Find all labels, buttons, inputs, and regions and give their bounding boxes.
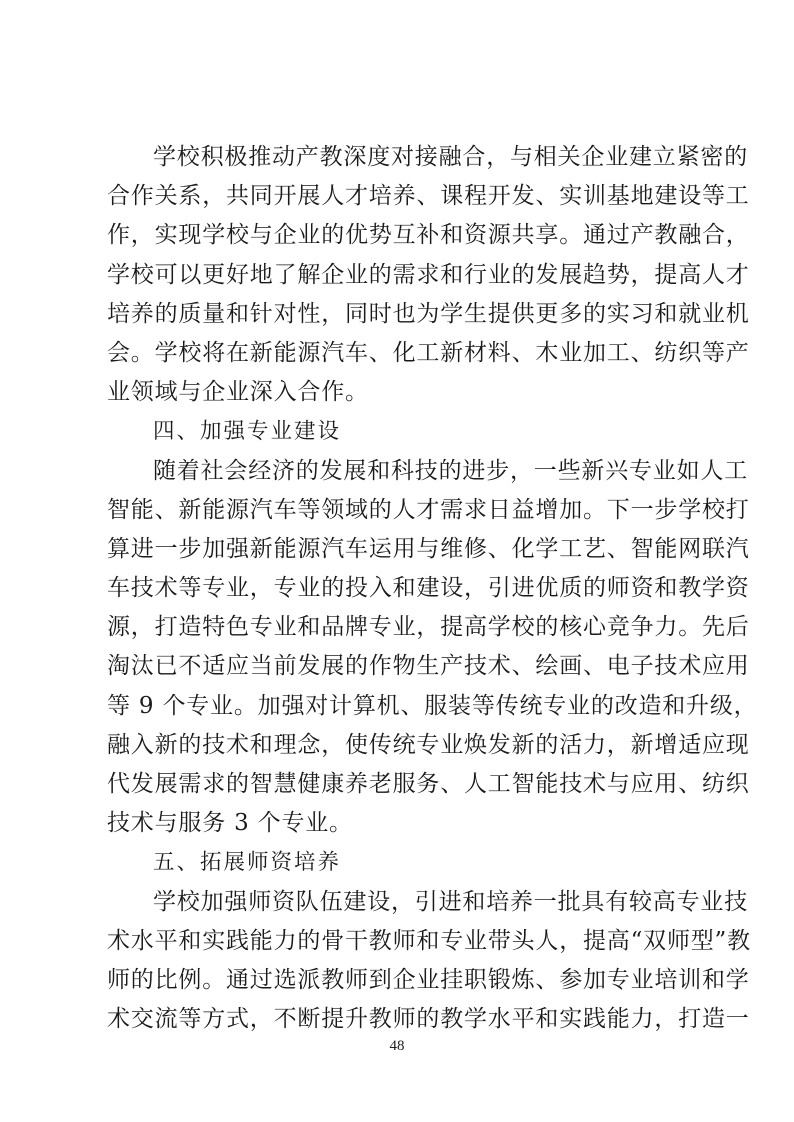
paragraph-line: 智能、新能源汽车等领域的人才需求日益增加。下一步学校打 [107,496,750,523]
paragraph-line: 随着社会经济的发展和科技的进步，一些新兴专业如人工 [153,457,748,484]
paragraph-industry-education-integration [107,138,750,412]
section-heading-5: 五、拓展师资培养 [153,850,342,876]
page-number: 48 [389,1038,405,1054]
paragraph-teacher-training [107,883,751,1040]
paragraph-specialty-construction [107,452,758,844]
paragraph-line: 业领域与企业深入合作。 [107,379,369,406]
paragraph-line: 术交流等方式，不断提升教师的教学水平和实践能力，打造一 [107,1006,750,1033]
paragraph-line: 合作关系，共同开展人才培养、课程开发、实训基地建设等工 [107,183,750,210]
section-heading-4: 四、加强专业建设 [153,419,342,445]
paragraph-line: 源，打造特色专业和品牌专业，提高学校的核心竞争力。先后 [107,614,750,641]
document-body [107,138,758,1039]
paragraph-line: 融入新的技术和理念，使传统专业焕发新的活力，新增适应现 [107,731,750,758]
paragraph-line: 师的比例。通过选派教师到企业挂职锻炼、参加专业培训和学 [107,966,750,993]
paragraph-line: 作，实现学校与企业的优势互补和资源共享。通过产教融合， [107,222,750,249]
paragraph-line: 学校加强师资队伍建设，引进和培养一批具有较高专业技 [153,888,748,915]
paragraph-line: 淘汰已不适应当前发展的作物生产技术、绘画、电子技术应用 [107,653,750,680]
paragraph-line: 会。学校将在新能源汽车、化工新材料、木业加工、纺织等产 [107,339,750,366]
paragraph-line: 学校积极推动产教深度对接融合，与相关企业建立紧密的 [153,144,748,170]
paragraph-line: 学校可以更好地了解企业的需求和行业的发展趋势，提高人才 [107,261,750,288]
paragraph-line: 代发展需求的智慧健康养老服务、人工智能技术与应用、纺织 [107,771,750,797]
paragraph-line: 等 9 个专业。加强对计算机、服装等传统专业的改造和升级， [107,692,758,719]
paragraph-line: 车技术等专业，专业的投入和建设，引进优质的师资和教学资 [107,575,750,602]
paragraph-line: 培养的质量和针对性，同时也为学生提供更多的实习和就业机 [107,300,750,327]
paragraph-line: 技术与服务 3 个专业。 [107,810,353,837]
paragraph-line: 算进一步加强新能源汽车运用与维修、化学工艺、智能网联汽 [107,535,750,562]
paragraph-line: 术水平和实践能力的骨干教师和专业带头人，提高“双师型”教 [107,927,751,954]
